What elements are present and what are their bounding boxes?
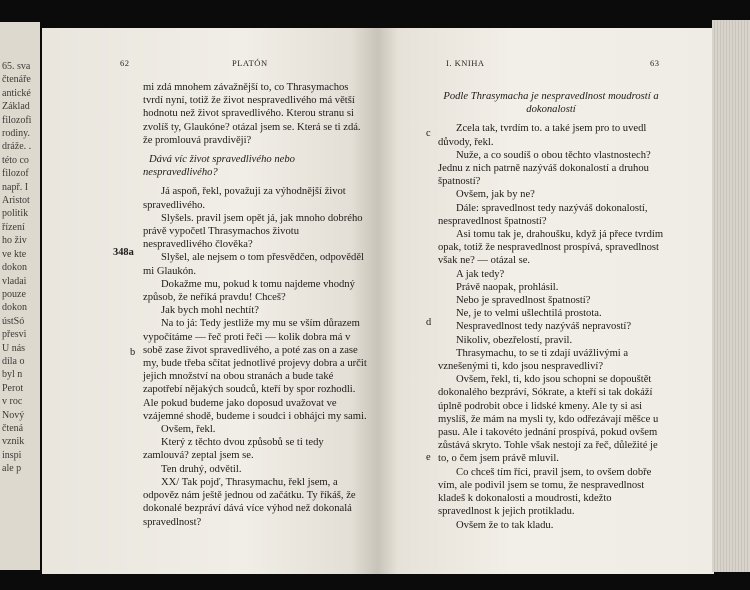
paragraph: Já aspoň, řekl, považuji za výhodnější život spravedlivého. [143, 186, 346, 211]
underlying-text-fragment: Aristot [2, 195, 30, 207]
underlying-text-fragment: dokon [2, 262, 27, 274]
underlying-text-fragment: čtenáře [2, 74, 31, 86]
paragraph: Ne, je to velmi ušlechtilá prostota. [456, 308, 602, 320]
underlying-text-fragment: čtená [2, 422, 24, 434]
right-page-body [438, 84, 664, 532]
left-page [42, 28, 378, 574]
paragraph: A jak tedy? [456, 268, 505, 280]
paragraph: Jak bych mohl nechtít? [161, 305, 259, 317]
paragraph: Zcela tak, tvrdím to. a také jsem pro to uvedl důvody, řekl. [438, 123, 647, 148]
paragraph: Ovšem, řekl. [161, 424, 216, 436]
paragraph: Nuže, a co soudíš o obou těchto vlastnostech? Jednu z nich patrně nazýváš dokonalostí a druhou špatností? [438, 149, 651, 188]
underlying-text-fragment: inspi [2, 449, 22, 461]
stephanus-marker-d: d [426, 317, 432, 328]
underlying-text-fragment: antické [2, 87, 31, 99]
underlying-text-fragment: politik [2, 208, 29, 220]
underlying-text-fragment: ve kte [2, 248, 27, 260]
underlying-text-fragment: filozof [2, 168, 29, 180]
page-number-right: 63 [650, 58, 660, 68]
underlying-text-fragment: ale p [2, 463, 22, 475]
section-heading: Dává víc život spravedlivého nebo nespravedlivého? [143, 154, 295, 179]
paragraph: XX/ Tak pojď, Thrasymachu, řekl jsem, a odpověz nám ještě jednou od začátku. Ty říkáš, že dokonalé bezpráví dává více výhod než dokonalá spravedlnost? [143, 476, 356, 528]
page-number-left: 62 [120, 58, 130, 68]
underlying-text-fragment: U nás [2, 342, 26, 354]
paragraph: Ovšem že to tak kladu. [456, 519, 554, 531]
paragraph: Ovšem, jak by ne? [456, 189, 535, 201]
underlying-text-fragment: Perot [2, 382, 24, 394]
underlying-text-fragment: Základ [2, 101, 30, 113]
stephanus-marker-b: b [130, 347, 136, 358]
stephanus-marker-348a: 348a [113, 247, 134, 258]
page-stack-edge [712, 20, 750, 572]
paragraph: Slyšels. pravil jsem opět já, jak mnoho dobrého právě vypočetl Thrasymachos životu nespravedlivého člověka? [143, 212, 363, 251]
paragraph: Slyšel, ale nejsem o tom přesvědčen, odpověděl mi Glaukón. [143, 252, 364, 277]
underlying-text-fragment: v roc [2, 396, 23, 408]
paragraph: Který z těchto dvou způsobů se ti tedy zamlouvá? zeptal jsem se. [143, 437, 324, 462]
paragraph: Dokažme mu, pokud k tomu najdeme vhodný způsob, že neříká pravdu! Chceš? [143, 278, 355, 304]
running-head-left: PLATÓN [232, 58, 268, 68]
left-page-body [143, 81, 367, 529]
underlying-page [0, 22, 40, 570]
underlying-text-fragment: ústSó [2, 315, 25, 327]
paragraph: mi zdá mnohem závažnější to, co Thrasymachos tvrdí nyní, totiž že život nespravedlivého má větší hodnotu než život spravedlivého. Kterou stranu si zvolíš ty, Glaukóne? otázal jsem se. Která se ti zdá. že promlouvá pravdivěji? [143, 82, 361, 146]
paragraph: Co chceš tím říci, pravil jsem, to ovšem dobře vím, ale podivil jsem se tomu, že nespravedlnost kladeš k dokonalosti a moudrosti, kdežto spravedlnost k jejich protikladu. [438, 466, 652, 518]
paragraph: Ovšem, řekl, ti, kdo jsou schopni se dopouštět dokonalého bezpráví, Sókrate, a kteří si tak dokáží úplně podrobit obce i lidské kmeny. Ale ty si asi myslíš, že mám na mysli ty, kdo odřezávají měšce u pasu. Ale i takovéto jednání prospívá, pokud ovšem zůstává skryto. Tohle však nestojí za řeč, důležité je to, o čem jsem právě mluvil. [438, 374, 659, 465]
underlying-text-fragment: byl n [2, 369, 23, 381]
stephanus-marker-e: e [426, 452, 431, 463]
underlying-page-text [2, 60, 40, 480]
underlying-text-fragment: díla o [2, 355, 25, 367]
underlying-text-fragment: pouze [2, 288, 26, 300]
underlying-text-fragment: např. I [2, 181, 29, 193]
paragraph: Nikoliv, obezřelostí, pravil. [456, 334, 573, 346]
paragraph: Thrasymachu, to se ti zdají uvážlivými a vznešenými ti, kdo jsou nespravedliví? [438, 347, 629, 373]
running-head-right: I. KNIHA [446, 58, 485, 68]
underlying-text-fragment: dokon [2, 302, 27, 314]
underlying-text-fragment: filozofi [2, 114, 32, 126]
paragraph: Dále: spravedlnost tedy nazýváš dokonalostí, nespravedlnost špatností? [438, 202, 648, 227]
right-page [378, 28, 714, 574]
underlying-text-fragment: ho živ [2, 235, 27, 247]
underlying-text-fragment: vznik [2, 436, 25, 448]
section-heading: Podle Thrasymacha je nespravedlnost moudrostí a dokonalostí [443, 91, 659, 116]
paragraph: Nespravedlnost tedy nazýváš nepravostí? [456, 321, 632, 333]
underlying-text-fragment: této co [2, 154, 29, 166]
underlying-text-fragment: 65. sva [2, 61, 31, 72]
paragraph: Ten druhý, odvětil. [161, 463, 242, 475]
underlying-text-fragment: přesvi [2, 329, 27, 341]
underlying-text-fragment: řízení [2, 221, 25, 233]
stephanus-marker-c: c [426, 128, 431, 139]
underlying-text-fragment: vladai [2, 275, 27, 287]
paragraph: Asi tomu tak je, drahoušku, když já přece tvrdím opak, totiž že nespravedlnost prospívá, spravedlnost však ne? — otázal se. [438, 229, 664, 267]
underlying-text-fragment: dráže. . [2, 141, 32, 153]
underlying-text-fragment: Nový [2, 409, 25, 421]
paragraph: Na to já: Tedy jestliže my mu se vším důrazem vypočítáme — řeč proti řeči — kolik dobra má v sobě zase život spravedlivého, a poté zas on a zase my, bude třeba sčítat jednotlivé projevy dobra a určit jejich množství na obou stranách a bude také zapotřebí nějakých soudců, kteří by spor rozhodli. Ale pokud budeme jako doposud uvažovat ve vzájemné shodě, budeme i soudci i obhájci my sami. [143, 318, 367, 422]
paragraph: Právě naopak, prohlásil. [456, 281, 559, 293]
underlying-text-fragment: rodiny. [2, 128, 30, 140]
paragraph: Nebo je spravedlnost špatností? [456, 295, 591, 307]
